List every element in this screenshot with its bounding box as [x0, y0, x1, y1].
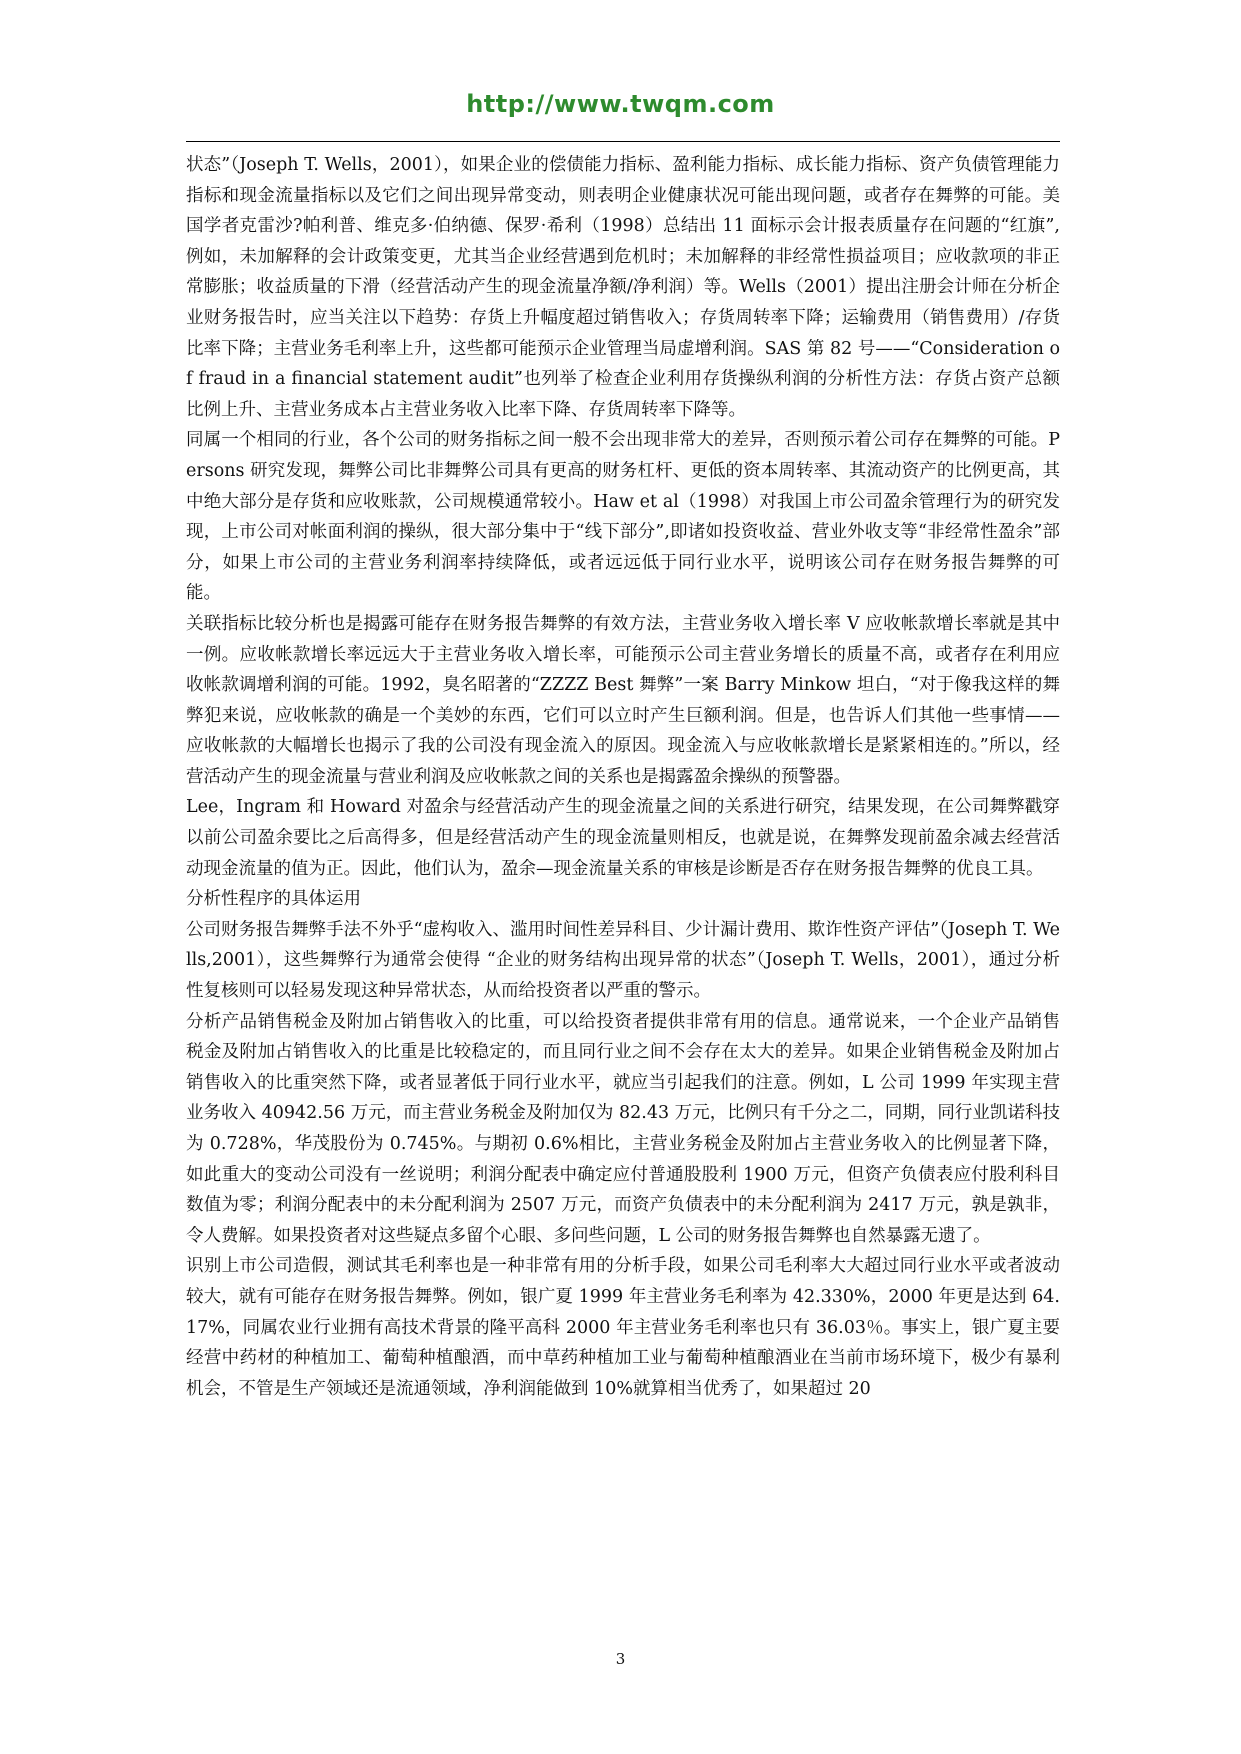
paragraph-5: 公司财务报告舞弊手法不外乎“虚构收入、滥用时间性差异科目、少计漏计费用、欺诈性资产评估”（Joseph T. Wells,2001），这些舞弊行为通常会使得 “企业的财务结构出现异常的状态”（Joseph T. Wells，2001），通过分析性复核则可以轻易发现这种异常状态，从而给投资者以严重的警示。: [186, 919, 1060, 1002]
paragraph-2: 同属一个相同的行业，各个公司的财务指标之间一般不会出现非常大的差异，否则预示着公司存在舞弊的可能。Persons 研究发现，舞弊公司比非舞弊公司具有更高的财务杠杆、更低的资本周转率、其流动资产的比例更高，其中绝大部分是存货和应收账款，公司规模通常较小。Haw et al（1998）对我国上市公司盈余管理行为的研究发现，上市公司对帐面利润的操纵，很大部分集中于“线下部分”,即诸如投资收益、营业外收支等“非经常性盈余”部分，如果上市公司的主营业务利润率持续降低，或者远远低于同行业水平，说明该公司存在财务报告舞弊的可能。: [186, 430, 1060, 604]
paragraph-1: 状态”（Joseph T. Wells，2001），如果企业的偿债能力指标、盈利能力指标、成长能力指标、资产负债管理能力指标和现金流量指标以及它们之间出现异常变动，则表明企业健康状况可能出现问题，或者存在舞弊的可能。美国学者克雷沙?帕利普、维克多·伯纳德、保罗·希利（1998）总结出 11 面标示会计报表质量存在问题的“红旗”,例如，未加解释的会计政策变更，尤其当企业经营遇到危机时；未加解释的非经常性损益项目；应收款项的非正常膨胀；收益质量的下滑（经营活动产生的现金流量净额/净利润）等。Wells（2001）提出注册会计师在分析企业财务报告时，应当关注以下趋势：存货上升幅度超过销售收入；存货周转率下降；运输费用（销售费用）/存货比率下降；主营业务毛利率上升，这些都可能预示企业管理当局虚增利润。SAS 第 82 号——“Consideration of fraud in a financial statement audit”也列举了检查企业利用存货操纵利润的分析性方法：存货占资产总额比例上升、主营业务成本占主营业务收入比率下降、存货周转率下降等。: [186, 155, 1060, 420]
page-number: 3: [615, 1650, 626, 1668]
paragraph-4: Lee，Ingram 和 Howard 对盈余与经营活动产生的现金流量之间的关系进行研究，结果发现，在公司舞弊戳穿以前公司盈余要比之后高得多，但是经营活动产生的现金流量则相反，也就是说，在舞弊发现前盈余减去经营活动现金流量的值为正。因此，他们认为，盈余—现金流量关系的审核是诊断是否存在财务报告舞弊的优良工具。: [186, 797, 1060, 879]
header-url[interactable]: http://www.twqm.com: [466, 90, 775, 118]
document-body: [186, 150, 1060, 1404]
header-divider: [186, 141, 1060, 142]
paragraph-7: 识别上市公司造假，测试其毛利率也是一种非常有用的分析手段，如果公司毛利率大大超过同行业水平或者波动较大，就有可能存在财务报告舞弊。例如，银广夏 1999 年主营业务毛利率为 42.330%，2000 年更是达到 64.17%，同属农业行业拥有高技术背景的隆平高科 2000 年主营业务毛利率也只有 36.03％。事实上，银广夏主要经营中药材的种植加工、葡萄种植酿酒，而中草药种植加工业与葡萄种植酿酒业在当前市场环境下，极少有暴利机会，不管是生产领域还是流通领域，净利润能做到 10%就算相当优秀了，如果超过 20: [186, 1256, 1060, 1399]
paragraph-6: 分析产品销售税金及附加占销售收入的比重，可以给投资者提供非常有用的信息。通常说来，一个企业产品销售税金及附加占销售收入的比重是比较稳定的，而且同行业之间不会存在太大的差异。如果企业销售税金及附加占销售收入的比重突然下降，或者显著低于同行业水平，就应当引起我们的注意。例如，L 公司 1999 年实现主营业务收入 40942.56 万元，而主营业务税金及附加仅为 82.43 万元，比例只有千分之二，同期，同行业凯诺科技为 0.728%，华茂股份为 0.745%。与期初 0.6%相比，主营业务税金及附加占主营业务收入的比例显著下降，如此重大的变动公司没有一丝说明；利润分配表中确定应付普通股股利 1900 万元，但资产负债表应付股利科目数值为零；利润分配表中的未分配利润为 2507 万元，而资产负债表中的未分配利润为 2417 万元，孰是孰非，令人费解。如果投资者对这些疑点多留个心眼、多问些问题，L 公司的财务报告舞弊也自然暴露无遗了。: [186, 1011, 1060, 1246]
paragraph-3: 关联指标比较分析也是揭露可能存在财务报告舞弊的有效方法，主营业务收入增长率 V 应收帐款增长率就是其中一例。应收帐款增长率远远大于主营业务收入增长率，可能预示公司主营业务增长的质量不高，或者存在利用应收帐款调增利润的可能。1992，臭名昭著的“ZZZZ Best 舞弊”一案 Barry Minkow 坦白，“对于像我这样的舞弊犯来说，应收帐款的确是一个美妙的东西，它们可以立时产生巨额利润。但是，也告诉人们其他一些事情——应收帐款的大幅增长也揭示了我的公司没有现金流入的原因。现金流入与应收帐款增长是紧紧相连的。”所以，经营活动产生的现金流量与营业利润及应收帐款之间的关系也是揭露盈余操纵的预警器。: [186, 613, 1060, 787]
section-heading: 分析性程序的具体运用: [186, 889, 361, 910]
